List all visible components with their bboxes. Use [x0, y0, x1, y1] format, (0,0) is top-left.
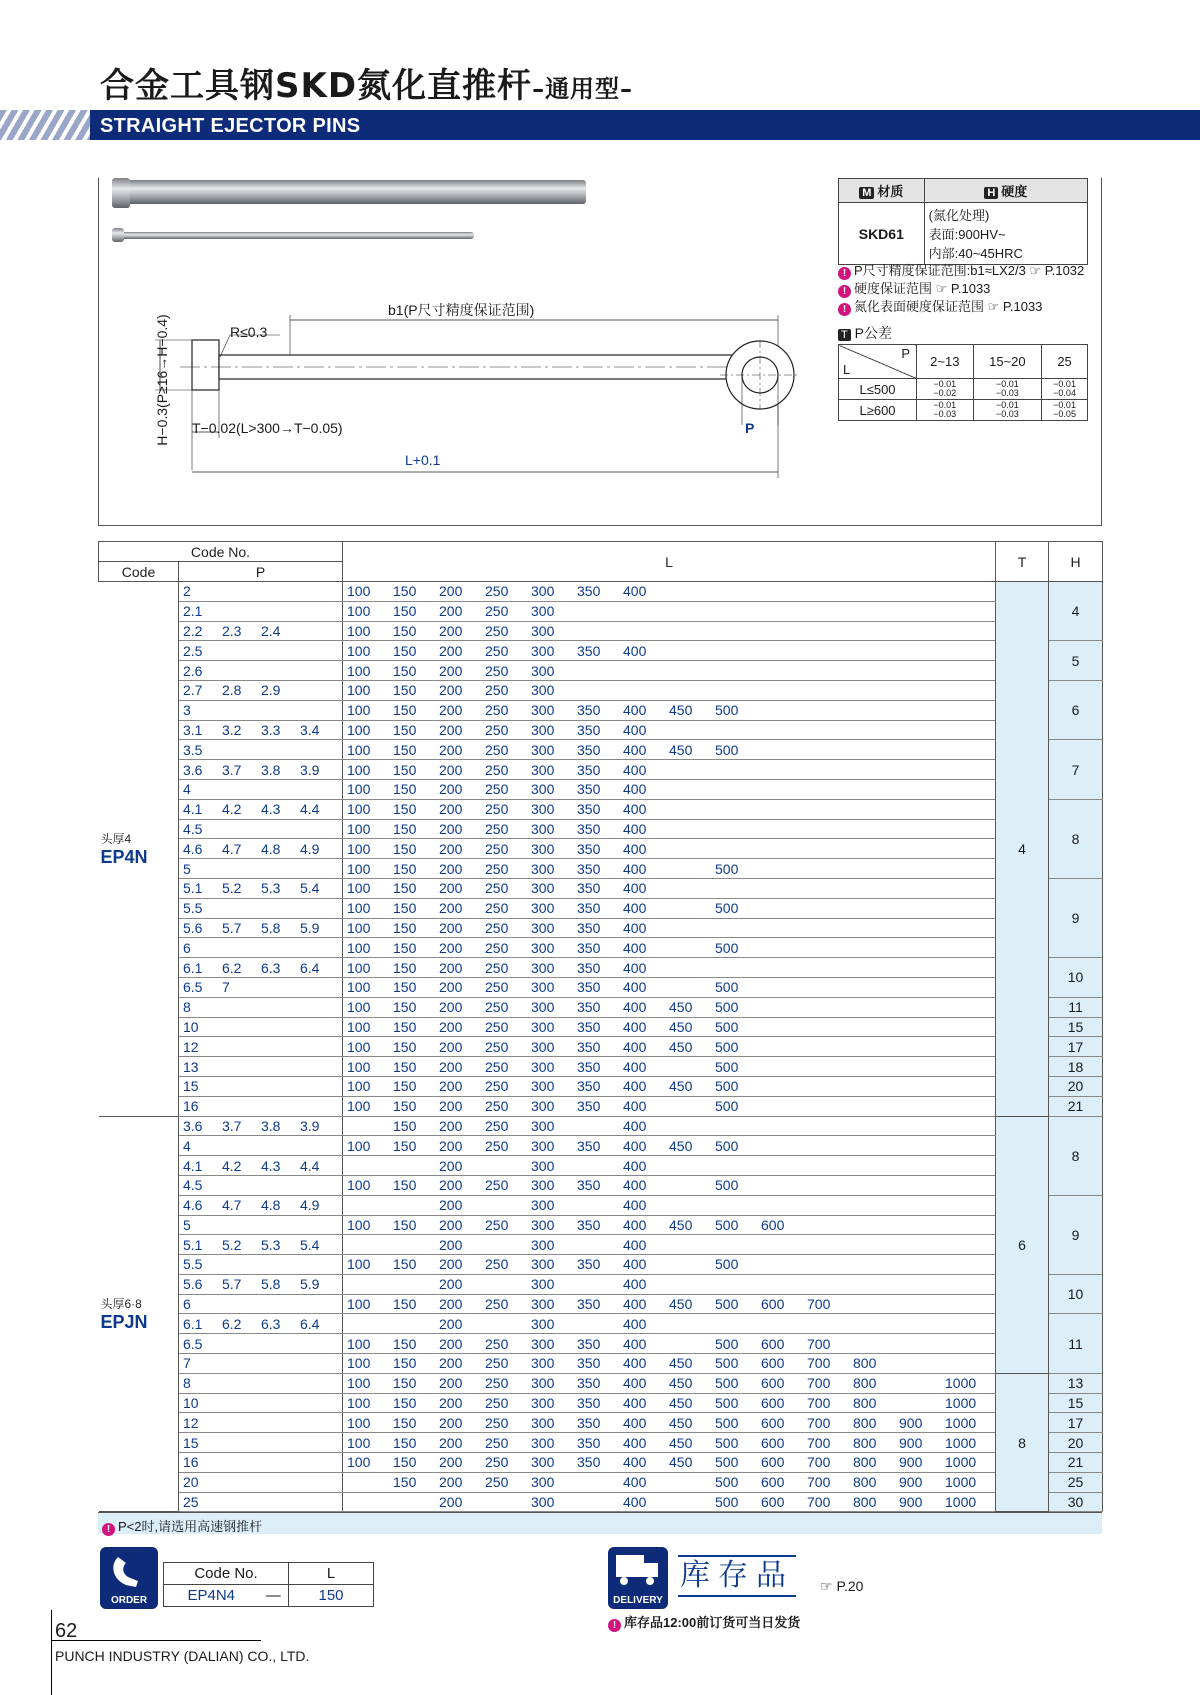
l-cell: 100 150 200 250 300 350 400: [343, 779, 996, 799]
table-row: [99, 700, 1103, 720]
code-cell: 头厚6·8 EPJN: [99, 1116, 179, 1512]
table-row: [99, 1274, 1103, 1294]
h-cell: 9: [1049, 1195, 1103, 1274]
product-photo-large-head: [112, 178, 130, 208]
l-cell: 200 300 400: [343, 1195, 996, 1215]
l-cell: 100 150 200 250 300 350 400 450 500: [343, 1136, 996, 1156]
p-cell: 3.6 3.7 3.8 3.9: [179, 760, 343, 780]
spec-notes: [838, 262, 1084, 316]
r-label: R≤0.3: [230, 324, 268, 340]
t-cell: 6: [996, 1116, 1049, 1373]
table-row: [99, 1334, 1103, 1354]
table-row: [99, 1354, 1103, 1374]
product-photo-small-head: [112, 228, 124, 242]
table-row: [99, 1136, 1103, 1156]
p-cell: 4.6 4.7 4.8 4.9: [179, 839, 343, 859]
l-cell: 100 150 200 250 300 350 400 500: [343, 938, 996, 958]
p-cell: 4: [179, 1136, 343, 1156]
l-cell: 150 200 250 300 400 500 600 700 800 900 1000: [343, 1472, 996, 1492]
p-cell: 8: [179, 997, 343, 1017]
h-cell: 15: [1049, 1017, 1103, 1037]
l-cell: 100 150 200 250 300 350 400 450 500 600 700 800 900 1000: [343, 1453, 996, 1473]
p-cell: 8: [179, 1373, 343, 1393]
l-cell: 100 150 200 250 300 350 400 450 500: [343, 1017, 996, 1037]
table-row: [99, 918, 1103, 938]
note-item: ! 氮化表面硬度保证范围 ☞ P.1033: [838, 298, 1084, 316]
p-cell: 2: [179, 582, 343, 602]
p-cell: 5.5: [179, 898, 343, 918]
p-cell: 15: [179, 1433, 343, 1453]
l-cell: 100 150 200 250 300 350 400 450 500 600 700 800 900 1000: [343, 1433, 996, 1453]
product-photo-small-pin: [112, 232, 474, 239]
ptol-corner: P L: [839, 345, 917, 379]
delivery-icon: DELIVERY: [608, 1547, 668, 1609]
h-cell: 8: [1049, 1116, 1103, 1195]
stock-page-ref: ☞ P.20: [820, 1578, 864, 1594]
info-icon: !: [838, 267, 851, 280]
p-cell: 2.1: [179, 601, 343, 621]
section-banner: [0, 110, 1200, 140]
p-cell: 3: [179, 700, 343, 720]
info-icon: !: [608, 1619, 621, 1632]
h-cell: 20: [1049, 1076, 1103, 1096]
l-cell: 100 150 200 250 300 350 400 450 500: [343, 1076, 996, 1096]
p-cell: 10: [179, 1017, 343, 1037]
h-cell: 25: [1049, 1472, 1103, 1492]
l-cell: 100 150 200 250 300 350 400: [343, 918, 996, 938]
l-cell: 100 150 200 250 300 350 400: [343, 582, 996, 602]
table-row: [99, 621, 1103, 641]
table-row: [99, 1314, 1103, 1334]
l-cell: 100 150 200 250 300 350 400 500: [343, 898, 996, 918]
l-cell: 100 150 200 250 300 350 400: [343, 760, 996, 780]
table-row: [99, 839, 1103, 859]
table-row: [99, 878, 1103, 898]
p-cell: 10: [179, 1393, 343, 1413]
end-view: [720, 340, 810, 440]
order-icon: ORDER: [100, 1547, 158, 1609]
table-row: [99, 1096, 1103, 1116]
table-row: [99, 1057, 1103, 1077]
p-cell: 6: [179, 1294, 343, 1314]
table-row: [99, 661, 1103, 681]
p-cell: 5: [179, 859, 343, 879]
title-subtitle: –通用型–: [532, 75, 634, 103]
note-item: ! P尺寸精度保证范围:b1≈LX2/3 ☞ P.1032: [838, 262, 1084, 280]
p-cell: 15: [179, 1076, 343, 1096]
l-cell: 100 150 200 250 300 350 400 500: [343, 1096, 996, 1116]
p-cell: 16: [179, 1453, 343, 1473]
h-cell: 11: [1049, 997, 1103, 1017]
p-cell: 4.5: [179, 819, 343, 839]
p-cell: 4.1 4.2 4.3 4.4: [179, 799, 343, 819]
h-cell: 6: [1049, 680, 1103, 739]
l-cell: 100 150 200 250 300 350 400 450 500 600 700 800 900 1000: [343, 1413, 996, 1433]
h-cell: 4: [1049, 582, 1103, 641]
table-row: [99, 760, 1103, 780]
hardness-header: H 硬度: [924, 179, 1087, 203]
h-cell: 17: [1049, 1413, 1103, 1433]
h-cell: 15: [1049, 1393, 1103, 1413]
l-cell: 200 300 400: [343, 1274, 996, 1294]
h-cell: 10: [1049, 1274, 1103, 1314]
table-row: [99, 1195, 1103, 1215]
p-cell: 4.5: [179, 1175, 343, 1195]
h-cell: 7: [1049, 740, 1103, 799]
l-cell: 100 150 200 250 300 350 400 450 500 600 700: [343, 1294, 996, 1314]
l-cell: 100 150 200 250 300 350 400: [343, 799, 996, 819]
table-row: [99, 1413, 1103, 1433]
h-cell: 20: [1049, 1433, 1103, 1453]
table-row: [99, 799, 1103, 819]
l-cell: 100 150 200 250 300 350 400 450 500: [343, 740, 996, 760]
info-icon: !: [102, 1523, 115, 1536]
p-cell: 5.6 5.7 5.8 5.9: [179, 1274, 343, 1294]
table-row: [99, 1492, 1103, 1512]
p-cell: 5.5: [179, 1255, 343, 1275]
l-cell: 100 150 200 250 300: [343, 601, 996, 621]
p-cell: 5: [179, 1215, 343, 1235]
technical-drawing: [120, 290, 820, 490]
t-cell: 8: [996, 1373, 1049, 1512]
l-cell: 100 150 200 250 300: [343, 680, 996, 700]
p-cell: 25: [179, 1492, 343, 1512]
l-cell: 200 300 400: [343, 1156, 996, 1176]
info-icon: !: [838, 285, 851, 298]
company-name: PUNCH INDUSTRY (DALIAN) CO., LTD.: [55, 1648, 310, 1664]
l-cell: 100 150 200 250 300 350 400 500: [343, 859, 996, 879]
stock-note: ! 库存品12:00前订货可当日发货: [608, 1612, 800, 1632]
p-cell: 5.6 5.7 5.8 5.9: [179, 918, 343, 938]
banner-stripes: [0, 110, 100, 140]
t-label: T−0.02(L>300→T−0.05): [192, 420, 343, 436]
p-cell: 5.1 5.2 5.3 5.4: [179, 878, 343, 898]
l-header: L: [343, 542, 996, 582]
r-leader: [220, 335, 230, 357]
h-cell: 10: [1049, 958, 1103, 998]
banner-bar: [90, 110, 1200, 140]
order-example-table: Code No. L EP4N4 — 150: [163, 1562, 374, 1607]
hardness-value: (氮化处理) 表面:900HV~ 内部:40~45HRC: [924, 203, 1087, 265]
p-cell: 6.1 6.2 6.3 6.4: [179, 1314, 343, 1334]
table-row: [99, 779, 1103, 799]
p-cell: 6: [179, 938, 343, 958]
table-row: [99, 720, 1103, 740]
l-cell: 100 150 200 250 300 350 400 500: [343, 1057, 996, 1077]
table-row: [99, 1472, 1103, 1492]
l-cell: 100 150 200 250 300 350 400: [343, 819, 996, 839]
p-cell: 12: [179, 1037, 343, 1057]
table-row: [99, 819, 1103, 839]
note-item: ! 硬度保证范围 ☞ P.1033: [838, 280, 1084, 298]
info-icon: !: [838, 303, 851, 316]
h-cell: 21: [1049, 1453, 1103, 1473]
p-cell: 4: [179, 779, 343, 799]
p-cell: 7: [179, 1354, 343, 1374]
l-cell: 100 150 200 250 300 350 400: [343, 878, 996, 898]
product-photo-large-pin: [112, 180, 586, 204]
l-label: L+0.1: [405, 452, 441, 468]
l-cell: 100 150 200 250 300 350 400 500 600 700: [343, 1334, 996, 1354]
p-cell: 3.6 3.7 3.8 3.9: [179, 1116, 343, 1136]
footer-vline: [51, 1610, 52, 1695]
table-row: [99, 1453, 1103, 1473]
l-cell: 100 150 200 250 300 350 400 450 500 600 700 800 1000: [343, 1373, 996, 1393]
p-cell: 2.7 2.8 2.9: [179, 680, 343, 700]
material-value: SKD61: [839, 203, 925, 265]
p-tolerance-table: P L 2~13 15~20 25 L≤500 −0.01 −0.02 −0.01 −0.03 −0.01 −0.04 L≥600 −0.01 −0.03 −0.01 −0.03 −0.01 −0.05: [838, 344, 1088, 421]
h-cell: 18: [1049, 1057, 1103, 1077]
material-table: [838, 178, 1088, 265]
code-header: Code: [99, 562, 179, 582]
l-cell: 150 200 250 300 400: [343, 1116, 996, 1136]
l-cell: 200 300 400: [343, 1235, 996, 1255]
footer-hline: [51, 1640, 261, 1641]
l-cell: 200 300 400 500 600 700 800 900 1000: [343, 1492, 996, 1512]
table-row: [99, 1175, 1103, 1195]
p-cell: 2.6: [179, 661, 343, 681]
p-cell: 2.2 2.3 2.4: [179, 621, 343, 641]
table-row: [99, 582, 1103, 602]
l-cell: 100 150 200 250 300 350 400: [343, 958, 996, 978]
p-header: P: [179, 562, 343, 582]
material-header: M 材质: [839, 179, 925, 203]
h-cell: 8: [1049, 799, 1103, 878]
table-row: [99, 1017, 1103, 1037]
table-row: [99, 1393, 1103, 1413]
table-row: [99, 740, 1103, 760]
p-cell: 4.1 4.2 4.3 4.4: [179, 1156, 343, 1176]
l-cell: 100 150 200 250 300 350 400 450 500: [343, 997, 996, 1017]
h-cell: 5: [1049, 641, 1103, 681]
table-row: [99, 958, 1103, 978]
l-cell: 100 150 200 250 300 350 400 450 500: [343, 700, 996, 720]
p-cell: 6.5: [179, 1334, 343, 1354]
p-cell: 2.5: [179, 641, 343, 661]
p-cell: 13: [179, 1057, 343, 1077]
table-row: [99, 1116, 1103, 1136]
p-label: P: [745, 420, 755, 436]
code-no-header: Code No.: [99, 542, 343, 562]
table-row: [99, 997, 1103, 1017]
table-row: [99, 859, 1103, 879]
l-cell: 100 150 200 250 300: [343, 621, 996, 641]
table-row: [99, 641, 1103, 661]
ptol-row: L≥600 −0.01 −0.03 −0.01 −0.03 −0.01 −0.05: [839, 400, 1088, 421]
l-cell: 100 150 200 250 300: [343, 661, 996, 681]
l-cell: 100 150 200 250 300 350 400: [343, 720, 996, 740]
h-header: H: [1049, 542, 1103, 582]
p-cell: 16: [179, 1096, 343, 1116]
page-title: [100, 58, 633, 107]
t-cell: 4: [996, 582, 1049, 1117]
product-table: [98, 541, 1103, 1512]
table-row: [99, 1156, 1103, 1176]
table-row: [99, 601, 1103, 621]
code-cell: 头厚4 EP4N: [99, 582, 179, 1117]
l-cell: 100 150 200 250 300 350 400 450 500 600 700 800: [343, 1354, 996, 1374]
page-number: 62: [55, 1620, 78, 1642]
l-cell: 100 150 200 250 300 350 400 500: [343, 1175, 996, 1195]
table-row: [99, 1076, 1103, 1096]
table-row: [99, 977, 1103, 997]
p-cell: 20: [179, 1472, 343, 1492]
h-cell: 30: [1049, 1492, 1103, 1512]
h-cell: 9: [1049, 878, 1103, 957]
table-row: [99, 938, 1103, 958]
table-row: [99, 1373, 1103, 1393]
table-row: [99, 1255, 1103, 1275]
l-cell: 100 150 200 250 300 350 400 450 500 600: [343, 1215, 996, 1235]
p-cell: 4.6 4.7 4.8 4.9: [179, 1195, 343, 1215]
p-cell: 3.5: [179, 740, 343, 760]
l-cell: 100 150 200 250 300 350 400 450 500: [343, 1037, 996, 1057]
pin-head-outline: [192, 340, 219, 390]
p-cell: 3.1 3.2 3.3 3.4: [179, 720, 343, 740]
banner-text: STRAIGHT EJECTOR PINS: [100, 115, 361, 137]
h-cell: 21: [1049, 1096, 1103, 1116]
h-cell: 13: [1049, 1373, 1103, 1393]
stock-label: 库存品: [678, 1555, 796, 1597]
h-cell: 17: [1049, 1037, 1103, 1057]
title-main: 合金工具钢SKD氮化直推杆: [100, 66, 533, 106]
p-cell: 12: [179, 1413, 343, 1433]
table-row: [99, 680, 1103, 700]
h-cell: 11: [1049, 1314, 1103, 1373]
p-cell: 6.5 7: [179, 977, 343, 997]
table-row: [99, 1037, 1103, 1057]
l-cell: 100 150 200 250 300 350 400: [343, 839, 996, 859]
table-row: [99, 1294, 1103, 1314]
p-tolerance-title: T P公差: [838, 323, 892, 343]
t-header: T: [996, 542, 1049, 582]
l-cell: 100 150 200 250 300 350 400 500: [343, 1255, 996, 1275]
table-row: [99, 1215, 1103, 1235]
l-cell: 100 150 200 250 300 350 400 500: [343, 977, 996, 997]
p-cell: 5.1 5.2 5.3 5.4: [179, 1235, 343, 1255]
table-row: [99, 898, 1103, 918]
table-row: [99, 1235, 1103, 1255]
l-cell: 200 300 400: [343, 1314, 996, 1334]
l-cell: 100 150 200 250 300 350 400 450 500 600 700 800 1000: [343, 1393, 996, 1413]
h-label: H−0.3(P≥16→H−0.4): [154, 314, 170, 446]
ptol-row: L≤500 −0.01 −0.02 −0.01 −0.03 −0.01 −0.04: [839, 379, 1088, 400]
l-cell: 100 150 200 250 300 350 400: [343, 641, 996, 661]
b1-label: b1(P尺寸精度保证范围): [388, 302, 535, 318]
p-cell: 6.1 6.2 6.3 6.4: [179, 958, 343, 978]
footnote: ! P<2时,请选用高速钢推杆: [98, 1512, 1102, 1534]
table-row: [99, 1433, 1103, 1453]
